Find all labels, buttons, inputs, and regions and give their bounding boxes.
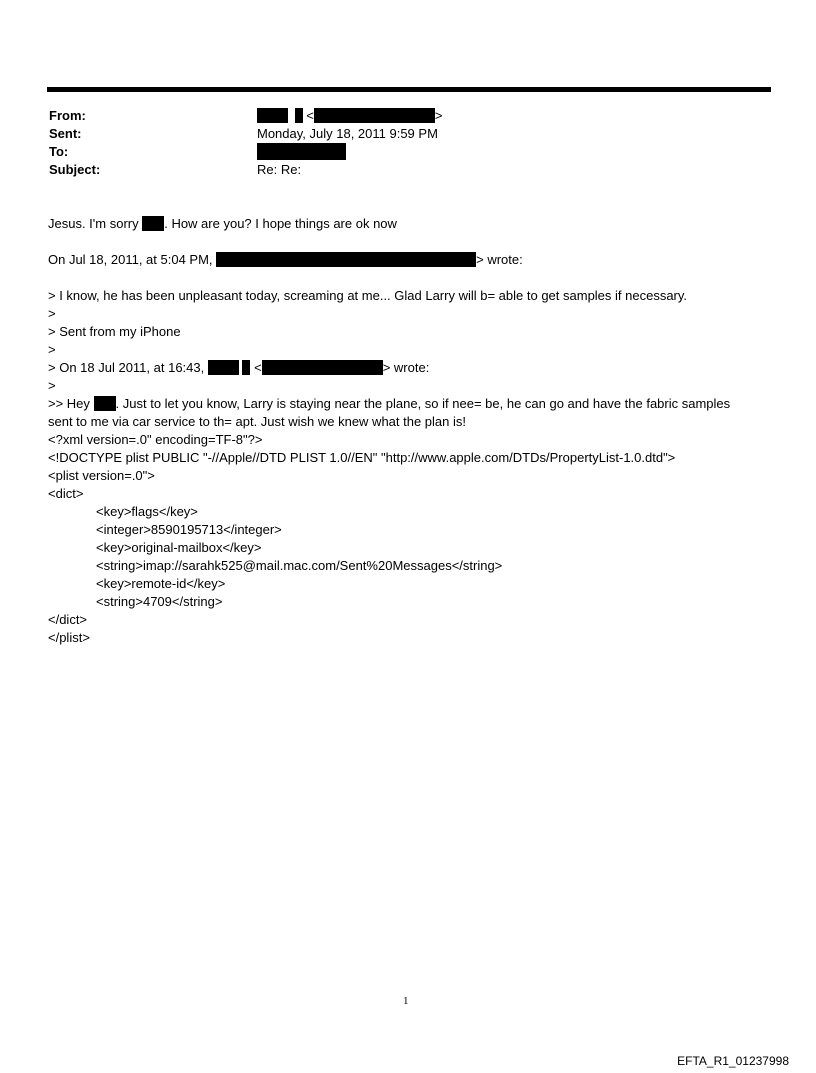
body-line: <!DOCTYPE plist PUBLIC "-//Apple//DTD PLIST 1.0//EN" "http://www.apple.com/DTDs/PropertyList-1.0.dtd"> (48, 450, 676, 465)
from-lt: < (306, 108, 314, 123)
redaction-block (295, 108, 303, 123)
redaction-block (242, 360, 250, 375)
header-rule (47, 87, 771, 92)
body-line: > I know, he has been unpleasant today, screaming at me... Glad Larry will b= able to get samples if necessary. (48, 288, 688, 303)
sent-value: Monday, July 18, 2011 9:59 PM (257, 126, 438, 141)
body-line: </dict> (48, 612, 88, 627)
body-line (48, 215, 397, 233)
redaction-block (216, 252, 476, 267)
redaction-block (94, 396, 116, 411)
body-text: . How are you? I hope things are ok now (164, 216, 397, 231)
from-label: From: (49, 108, 86, 123)
body-line: > (48, 378, 56, 393)
from-value (257, 107, 442, 125)
body-line: <key>flags</key> (96, 504, 198, 519)
to-label: To: (49, 144, 69, 159)
bates-number: EFTA_R1_01237998 (677, 1054, 789, 1068)
body-line: > (48, 306, 56, 321)
sent-label: Sent: (49, 126, 82, 141)
subject-value: Re: Re: (257, 162, 302, 177)
body-text: >> Hey (48, 396, 94, 411)
body-line: <string>imap://sarahk525@mail.mac.com/Sent%20Messages</string> (96, 558, 503, 573)
body-line (48, 359, 429, 377)
redaction-block (314, 108, 435, 123)
body-line: > (48, 342, 56, 357)
body-text: > On 18 Jul 2011, at 16:43, (48, 360, 208, 375)
body-line: > Sent from my iPhone (48, 324, 181, 339)
body-text: Jesus. I'm sorry (48, 216, 143, 231)
body-line: <?xml version=.0" encoding=TF-8"?> (48, 432, 263, 447)
body-text: > wrote: (476, 252, 523, 267)
from-gt: > (434, 108, 443, 123)
body-line: <plist version=.0"> (48, 468, 155, 483)
body-line (48, 251, 523, 269)
body-line: sent to me via car service to th= apt. Just wish we knew what the plan is! (48, 414, 466, 429)
body-line: <key>remote-id</key> (96, 576, 226, 591)
redaction-block (262, 360, 383, 375)
to-value (257, 143, 346, 162)
page-number: 1 (403, 995, 409, 1007)
body-text: > wrote: (382, 360, 430, 375)
body-text: . Just to let you know, Larry is staying near the plane, so if nee= be, he can go and have the fabric samples (115, 396, 731, 411)
redaction-block (257, 108, 288, 123)
body-line: <integer>8590195713</integer> (96, 522, 282, 537)
subject-label: Subject: (49, 162, 101, 177)
body-line: <dict> (48, 486, 84, 501)
body-line (48, 395, 730, 413)
redaction-block (208, 360, 239, 375)
redaction-block (257, 143, 346, 160)
body-line: <key>original-mailbox</key> (96, 540, 262, 555)
body-line: </plist> (48, 630, 90, 645)
body-text: < (254, 360, 262, 375)
body-text: On Jul 18, 2011, at 5:04 PM, (48, 252, 217, 267)
body-line: <string>4709</string> (96, 594, 223, 609)
redaction-block (142, 216, 164, 231)
